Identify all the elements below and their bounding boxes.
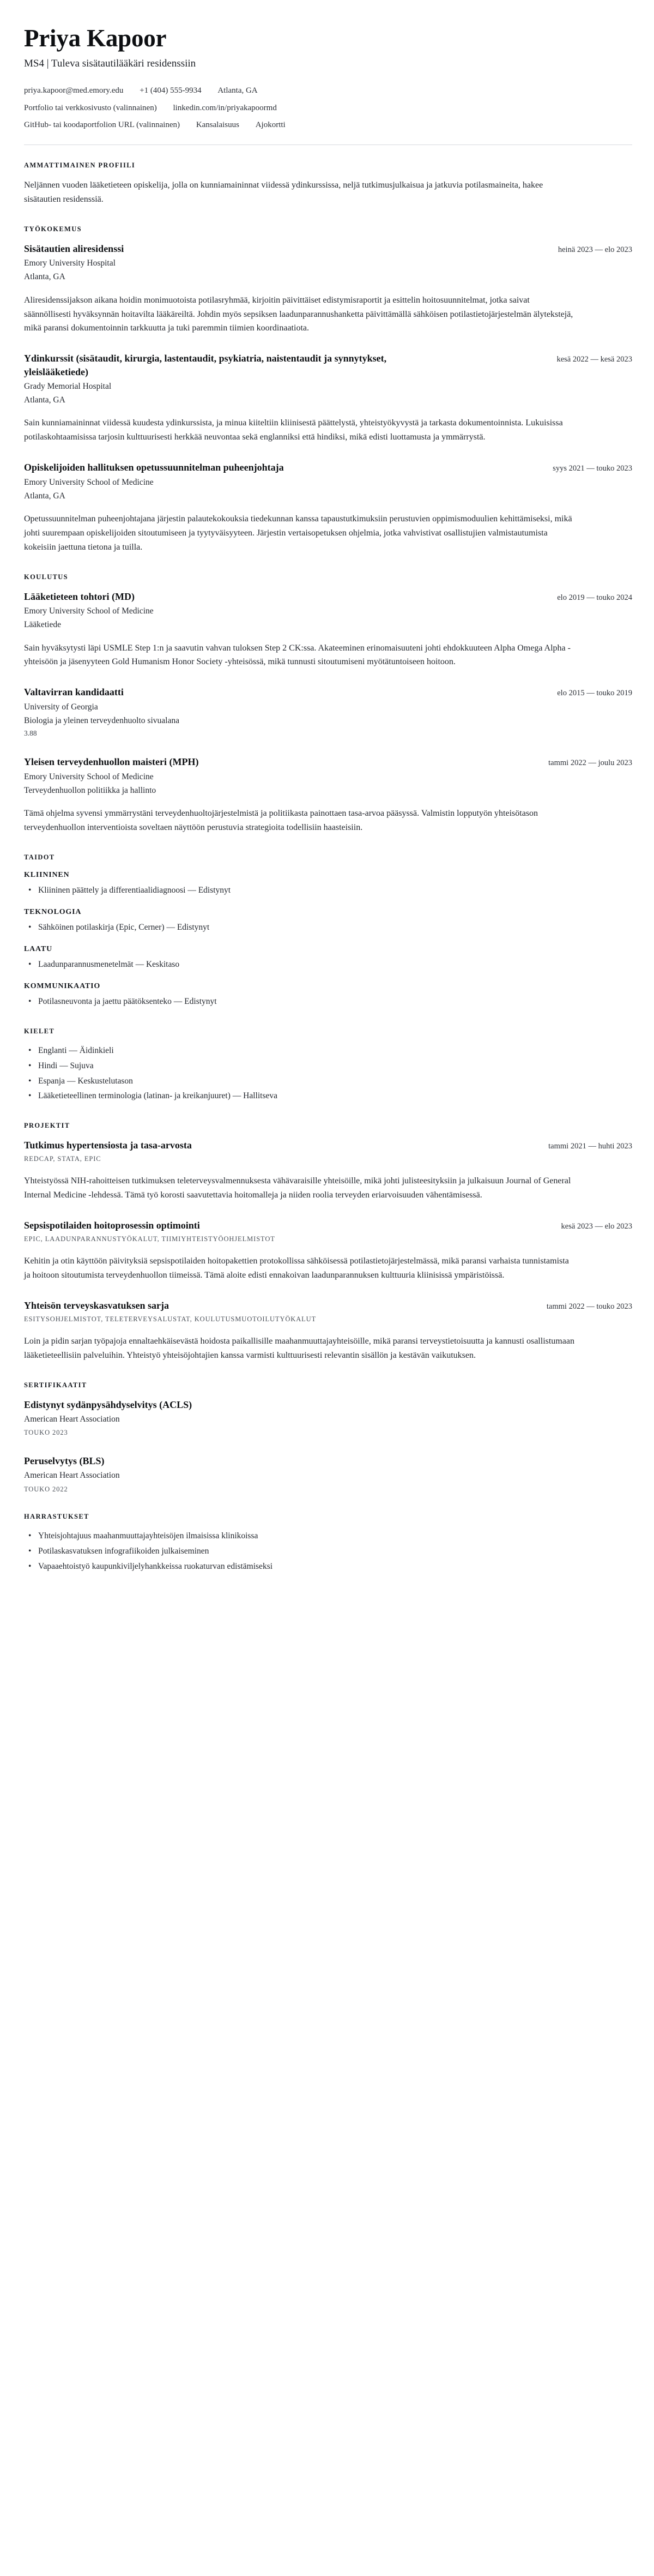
entry-header xyxy=(24,755,632,768)
degree-date: elo 2019 — touko 2024 xyxy=(557,593,632,602)
project-title: Sepsispotilaiden hoitoprosessin optimointi xyxy=(24,1220,200,1231)
job-title: Ydinkurssit (sisätaudit, kirurgia, lastentaudit, psykiatria, naistentaudit ja synnytykset, yleislääketiede) xyxy=(24,353,387,377)
education-entry xyxy=(24,590,632,670)
section-experience xyxy=(24,225,632,555)
project-date: kesä 2023 — elo 2023 xyxy=(561,1222,632,1231)
section-certifications xyxy=(24,1381,632,1495)
hobby-item: • Yhteisjohtajuus maahanmuuttajayhteisöjen ilmaisissa klinikoissa xyxy=(38,1530,632,1543)
certification-entry xyxy=(24,1454,632,1494)
section-languages xyxy=(24,1027,632,1103)
certification-date: TOUKO 2022 xyxy=(24,1485,68,1493)
job-title: Opiskelijoiden hallituksen opetussuunnitelman puheenjohtaja xyxy=(24,462,284,473)
experience-entry xyxy=(24,242,632,336)
project-stack: ESITYSOHJELMISTOT, TELETERVEYSALUSTAT, KOULUTUSMUOTOILUTYÖKALUT xyxy=(24,1315,317,1323)
degree-title: Valtavirran kandidaatti xyxy=(24,687,124,698)
school-name: Emory University School of Medicine xyxy=(24,606,154,616)
language-list xyxy=(24,1044,632,1103)
degree-title: Lääketieteen tohtori (MD) xyxy=(24,591,135,602)
hobby-list xyxy=(24,1530,632,1573)
degree-title: Yleisen terveydenhuollon maisteri (MPH) xyxy=(24,756,199,768)
contact-row xyxy=(24,102,632,115)
contact-block xyxy=(24,85,632,131)
entry-header xyxy=(24,1299,632,1312)
skill-list xyxy=(24,995,632,1009)
section-skills xyxy=(24,853,632,1009)
entry-header xyxy=(24,352,632,378)
job-organization: Grady Memorial Hospital xyxy=(24,381,112,391)
experience-entry xyxy=(24,461,632,555)
skill-list xyxy=(24,921,632,935)
degree-date: elo 2015 — touko 2019 xyxy=(557,689,632,698)
candidate-tagline: MS4 | Tuleva sisätautilääkäri residenssiin xyxy=(24,57,196,69)
entry-header xyxy=(24,242,632,255)
education-entry xyxy=(24,685,632,739)
project-title: Tutkimus hypertensiosta ja tasa-arvosta xyxy=(24,1140,192,1151)
certification-name: Peruselvytys (BLS) xyxy=(24,1455,105,1467)
language-item: • Hindi — Sujuva xyxy=(38,1060,632,1073)
job-description: Opetussuunnitelman puheenjohtajana järjestin palautekokouksia tiedekunnan kanssa tapaustutkimuksiin perustuvien oppimismoduulien kehittämiseksi, mikä johti suurempaan opiskelijoiden sitoutumiseen ja tyytyväisyyteen. Järjestin vertaisopetuksen ohjelmia, jotka vahvistivat osallistujien valmistautumista kokeisiin jaettuna tietona ja tuilla. xyxy=(24,514,572,552)
degree-field: Biologia ja yleinen terveydenhuolto sivualana xyxy=(24,715,179,725)
school-name: Emory University School of Medicine xyxy=(24,772,154,781)
resume-header xyxy=(24,25,632,131)
job-location: Atlanta, GA xyxy=(24,491,65,501)
language-item: • Lääketieteellinen terminologia (latinan- ja kreikanjuuret) — Hallitseva xyxy=(38,1090,632,1103)
project-entry xyxy=(24,1219,632,1283)
project-title: Yhteisön terveyskasvatuksen sarja xyxy=(24,1299,169,1311)
school-name: University of Georgia xyxy=(24,702,98,712)
section-title-skills: TAIDOT xyxy=(24,853,55,862)
language-item: • Espanja — Keskustelutason xyxy=(38,1075,632,1088)
contact-row xyxy=(24,119,632,131)
project-date: tammi 2021 — huhti 2023 xyxy=(548,1142,632,1151)
contact-location: Atlanta, GA xyxy=(217,86,258,95)
degree-field: Terveydenhuollon politiikka ja hallinto xyxy=(24,785,156,795)
experience-entry xyxy=(24,352,632,444)
entry-header xyxy=(24,685,632,699)
job-description: Sain kunniamaininnat viidessä kuudesta ydinkurssista, ja minua kiiteltiin kliinisestä päättelystä, yhteistyökyvystä ja tarkasta dokumentoinnista. Lukuisissa potilaskohtaamisissa tarjosin kulttuurisesti herkkää neuvontaa sekä englanniksi että hindiksi, mikä edisti luottamusta ja ymmärrystä. xyxy=(24,418,563,442)
contact-citizenship: Kansalaisuus xyxy=(196,120,239,129)
section-title-experience: TYÖKOKEMUS xyxy=(24,225,82,233)
job-organization: Emory University Hospital xyxy=(24,258,116,268)
section-title-certifications: SERTIFIKAATIT xyxy=(24,1381,87,1389)
project-description: Yhteistyössä NIH-rahoitteisen tutkimuksen teleterveysvalmennuksesta vähävaraisille yhteisöille, mikä johti julisteesityksiin ja julkaisuun Journal of General Internal Medicine -lehdessä. Tämä työ korosti saavutettavia hoitomalleja ja niiden roolia terveyden eriarvoisuuden vähentämisessä. xyxy=(24,1176,571,1200)
section-hobbies xyxy=(24,1513,632,1573)
profile-summary: Neljännen vuoden lääketieteen opiskelija, jolla on kunniamaininnat viidessä ydinkurssissa, neljä tutkimusjulkaisua ja jatkuvia potilasmaineita, hakee sisätautien residenssiä. xyxy=(24,180,543,204)
job-description: Aliresidenssijakson aikana hoidin monimuotoista potilasryhmää, kirjoitin päivittäiset edistymisraportit ja esittelin hoitosuunnitelmat, jotka saivat säännöllisesti hyväksynnän hoitavilta lääkäreiltä. Johdin myös sepsiksen laadunparannushanketta päivittämällä sähköisen potilastietojärjestelmän älytekstejä, mikä paransi dokumentoinnin tarkkuutta ja tuki paremmin tiimien koordinaatiota. xyxy=(24,295,573,333)
section-title-languages: KIELET xyxy=(24,1027,55,1035)
contact-row xyxy=(24,85,632,97)
skill-group xyxy=(24,907,632,935)
project-entry xyxy=(24,1299,632,1363)
contact-linkedin[interactable]: linkedin.com/in/priyakapoormd xyxy=(173,103,277,112)
job-title: Sisätautien aliresidenssi xyxy=(24,243,124,254)
degree-description: Tämä ohjelma syvensi ymmärrystäni terveydenhuoltojärjestelmistä ja politiikasta painottaen tasa-arvoa pääsyssä. Valmistin lopputyön yhteisötason terveydenhuollon interventioista soveltaen näyttöön perustuvia strategioita todellisiin haasteisiin. xyxy=(24,809,538,833)
section-projects xyxy=(24,1122,632,1363)
entry-header xyxy=(24,1219,632,1232)
candidate-name: Priya Kapoor xyxy=(24,25,167,52)
certification-issuer: American Heart Association xyxy=(24,1471,120,1480)
project-stack: REDCAP, STATA, EPIC xyxy=(24,1155,101,1163)
job-organization: Emory University School of Medicine xyxy=(24,477,154,487)
contact-portfolio[interactable]: Portfolio tai verkkosivusto (valinnainen) xyxy=(24,103,157,112)
hobby-item: • Vapaaehtoistyö kaupunkiviljelyhankkeissa ruokaturvan edistämiseksi xyxy=(38,1560,632,1574)
job-location: Atlanta, GA xyxy=(24,272,65,282)
skill-group-name: KLIININEN xyxy=(24,871,70,880)
project-stack: EPIC, LAADUNPARANNUSTYÖKALUT, TIIMIYHTEISTYÖOHJELMISTOT xyxy=(24,1235,275,1243)
entry-header xyxy=(24,461,632,474)
entry-header xyxy=(24,590,632,603)
certification-entry xyxy=(24,1398,632,1438)
section-profile xyxy=(24,161,632,207)
section-title-projects: PROJEKTIT xyxy=(24,1122,70,1130)
project-description: Kehitin ja otin käyttöön päivityksiä sepsispotilaiden hoitopakettien protokollissa sähköisessä potilastietojärjestelmässä, mikä paransi varhaista tunnistamista ja hoitoon sitoutumista terveydenhuollon tiimeissä. Tämä aloite edisti ennakoivan laadunparannuksen kulttuuria kliinisissä ympäristöissä. xyxy=(24,1256,569,1280)
education-entry xyxy=(24,755,632,835)
skill-group-name: TEKNOLOGIA xyxy=(24,908,82,917)
skill-group xyxy=(24,982,632,1009)
contact-github[interactable]: GitHub- tai koodaportfolion URL (valinnainen) xyxy=(24,120,180,129)
skill-group-name: LAATU xyxy=(24,945,52,954)
skill-list xyxy=(24,884,632,898)
job-location: Atlanta, GA xyxy=(24,395,65,405)
skill-group xyxy=(24,870,632,898)
hobby-item: • Potilaskasvatuksen infografiikoiden julkaiseminen xyxy=(38,1545,632,1558)
skill-group-name: KOMMUNIKAATIO xyxy=(24,982,101,990)
section-education xyxy=(24,573,632,835)
job-date: kesä 2022 — kesä 2023 xyxy=(556,355,632,364)
degree-field: Lääketiede xyxy=(24,620,61,630)
degree-date: tammi 2022 — joulu 2023 xyxy=(548,759,632,768)
section-title-education: KOULUTUS xyxy=(24,573,68,581)
skill-item: • Kliininen päättely ja differentiaalidiagnoosi — Edistynyt xyxy=(38,884,632,898)
certification-name: Edistynyt sydänpysähdyselvitys (ACLS) xyxy=(24,1399,192,1410)
section-title-hobbies: HARRASTUKSET xyxy=(24,1513,89,1521)
skill-item: • Laadunparannusmenetelmät — Keskitaso xyxy=(38,958,632,972)
skill-list xyxy=(24,958,632,972)
job-date: syys 2021 — touko 2023 xyxy=(553,464,632,473)
project-entry xyxy=(24,1139,632,1202)
degree-gpa: 3.88 xyxy=(24,729,37,738)
contact-drivers-license: Ajokortti xyxy=(255,120,286,129)
skill-item: • Sähköinen potilaskirja (Epic, Cerner) — Edistynyt xyxy=(38,921,632,935)
language-item: • Englanti — Äidinkieli xyxy=(38,1044,632,1058)
contact-phone[interactable]: +1 (404) 555-9934 xyxy=(140,86,202,95)
project-description: Loin ja pidin sarjan työpajoja ennaltaehkäisevästä hoidosta paikallisille maahanmuuttajayhteisöille, mikä paransi terveystietoisuutta ja kannusti osallistumaan lääketieteellisiin palveluihin. Yhteistyö yhteisöjohtajien kanssa varmisti kulttuurisesti relevantin sisällön ja kestävän vaikutuksen. xyxy=(24,1336,574,1360)
skill-group xyxy=(24,944,632,972)
section-title-profile: AMMATTIMAINEN PROFIILI xyxy=(24,161,136,170)
certification-issuer: American Heart Association xyxy=(24,1415,120,1424)
job-date: heinä 2023 — elo 2023 xyxy=(558,245,632,254)
contact-email[interactable]: priya.kapoor@med.emory.edu xyxy=(24,86,124,95)
certification-date: TOUKO 2023 xyxy=(24,1429,68,1437)
skill-item: • Potilasneuvonta ja jaettu päätöksenteko — Edistynyt xyxy=(38,995,632,1009)
degree-description: Sain hyväksytysti läpi USMLE Step 1:n ja saavutin vahvan tuloksen Step 2 CK:ssa. Akateeminen erinomaisuuteni johti ehdokkuuteen Alpha Omega Alpha -yhteisöön ja jäsenyyteen Gold Humanism Honor Society -yhteisössä, mikä tunnusti sitoutumiseni myötätuntoiseen hoitoon. xyxy=(24,643,571,667)
entry-header xyxy=(24,1139,632,1152)
project-date: tammi 2022 — touko 2023 xyxy=(546,1302,632,1311)
